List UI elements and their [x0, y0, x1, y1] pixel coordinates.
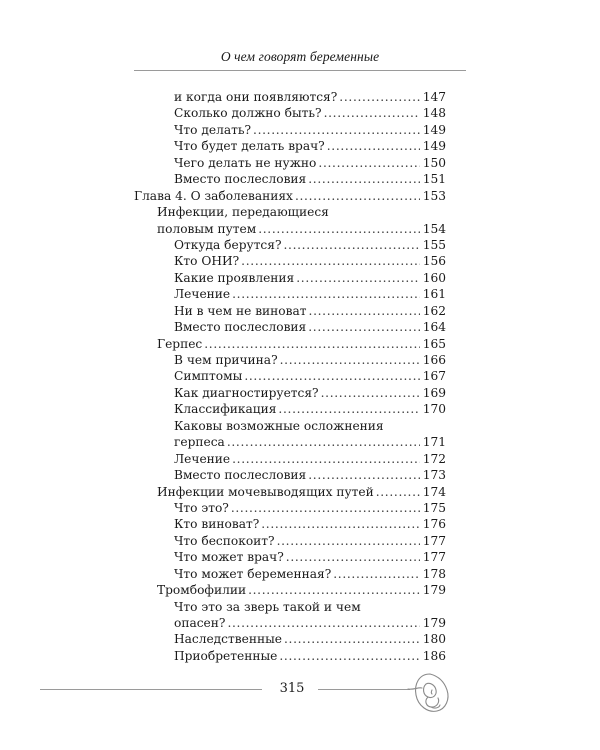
- toc-leader-dots: [279, 648, 419, 664]
- toc-leader-dots: [296, 270, 420, 286]
- toc-entry-page: 149: [422, 139, 446, 154]
- toc-leader-dots: [308, 319, 419, 335]
- toc-entry-title: Лечение: [174, 451, 231, 466]
- toc-entry-page: 166: [422, 353, 446, 367]
- toc-leader-dots: [204, 336, 419, 352]
- toc-entry-title: герпеса: [174, 435, 225, 450]
- toc-entry-page: 154: [422, 221, 446, 236]
- toc-entry-title: Какие проявления: [174, 270, 295, 285]
- toc-leader-dots: [327, 138, 420, 154]
- fetus-ornament-icon: [404, 668, 456, 720]
- toc-leader-dots: [309, 303, 420, 319]
- toc-entry: [134, 566, 446, 582]
- toc-entry-title: Тромбофилии: [157, 583, 247, 598]
- header-rule: [134, 70, 466, 71]
- toc-leader-dots: [277, 533, 420, 549]
- table-of-contents: [134, 89, 446, 664]
- toc-entry-page: 177: [422, 550, 446, 565]
- toc-entry: [134, 286, 446, 302]
- toc-leader-dots: [339, 89, 419, 105]
- toc-entry-title: Что это за зверь такой и чем: [174, 599, 361, 614]
- toc-entry-title: Приобретенные: [174, 648, 278, 663]
- running-head: О чем говорят беременные: [220, 49, 380, 64]
- toc-entry-page: 148: [422, 106, 446, 121]
- toc-leader-dots: [295, 188, 420, 204]
- toc-entry-title: Как диагностируется?: [174, 385, 319, 400]
- toc-entry-page: 180: [422, 632, 446, 647]
- toc-entry: [134, 155, 446, 171]
- toc-leader-dots: [318, 155, 419, 171]
- toc-leader-dots: [283, 237, 419, 253]
- toc-entry-page: 171: [422, 435, 446, 450]
- toc-entry: [134, 418, 446, 434]
- toc-entry-page: 173: [422, 468, 446, 483]
- toc-entry-page: 167: [422, 369, 446, 384]
- toc-entry-page: 155: [422, 237, 446, 252]
- toc-entry-page: 153: [422, 188, 446, 203]
- toc-entry: [134, 303, 446, 319]
- toc-entry: [134, 401, 446, 417]
- toc-leader-dots: [321, 385, 420, 401]
- toc-leader-dots: [227, 615, 419, 631]
- toc-entry-title: Чего делать не нужно: [174, 155, 317, 170]
- toc-leader-dots: [278, 401, 419, 417]
- toc-entry-title: Вместо послесловия: [174, 172, 307, 187]
- toc-entry: [134, 105, 446, 121]
- toc-entry: [134, 204, 446, 220]
- toc-entry-title: В чем причина?: [174, 353, 278, 367]
- toc-entry: [134, 336, 446, 352]
- toc-entry-title: Откуда берутся?: [174, 237, 282, 252]
- toc-leader-dots: [333, 566, 420, 582]
- toc-entry: [134, 237, 446, 253]
- toc-leader-dots: [376, 484, 420, 500]
- toc-entry-page: 179: [422, 616, 446, 630]
- toc-entry: [134, 253, 446, 269]
- toc-leader-dots: [227, 434, 420, 450]
- page-number: 315: [279, 681, 305, 696]
- toc-entry-page: 172: [422, 451, 446, 466]
- toc-entry-page: 162: [422, 303, 446, 318]
- toc-entry-title: Глава 4. О заболеваниях: [134, 188, 293, 203]
- toc-leader-dots: [284, 631, 420, 647]
- toc-entry-page: 174: [422, 484, 446, 499]
- toc-entry: [134, 451, 446, 467]
- toc-entry-page: 164: [422, 320, 446, 335]
- toc-entry: [134, 352, 446, 368]
- toc-entry-page: 170: [422, 402, 446, 417]
- toc-entry: [134, 188, 446, 204]
- toc-entry: [134, 516, 446, 532]
- toc-entry-title: Что беспокоит?: [174, 533, 275, 548]
- toc-leader-dots: [231, 500, 420, 516]
- toc-entry-title: Вместо послесловия: [174, 468, 307, 483]
- toc-entry: [134, 368, 446, 384]
- toc-entry: [134, 138, 446, 154]
- toc-entry: [134, 631, 446, 647]
- toc-entry-page: 177: [422, 533, 446, 548]
- toc-entry: [134, 484, 446, 500]
- toc-entry: [134, 648, 446, 664]
- toc-entry: [134, 385, 446, 401]
- toc-leader-dots: [261, 516, 419, 532]
- toc-entry-title: Ни в чем не виноват: [174, 303, 307, 318]
- toc-entry-page: 160: [422, 270, 446, 285]
- toc-entry-page: 147: [422, 90, 446, 104]
- toc-entry-title: Лечение: [174, 287, 231, 302]
- toc-entry-page: 156: [422, 254, 446, 269]
- toc-entry: [134, 171, 446, 187]
- toc-leader-dots: [244, 368, 419, 384]
- toc-entry: [134, 122, 446, 138]
- toc-entry-page: 165: [422, 336, 446, 351]
- toc-entry-title: Что может беременная?: [174, 566, 332, 581]
- toc-entry-page: 149: [422, 122, 446, 137]
- toc-entry-page: 150: [422, 155, 446, 170]
- toc-entry: [134, 221, 446, 237]
- toc-entry: [134, 533, 446, 549]
- toc-entry-page: 179: [422, 583, 446, 598]
- toc-entry-title: Симптомы: [174, 369, 243, 384]
- footer-rule-left: [40, 689, 262, 690]
- toc-entry: [134, 549, 446, 565]
- toc-entry-title: Классификация: [174, 402, 277, 417]
- toc-entry-title: и когда они появляются?: [174, 90, 338, 104]
- toc-entry: [134, 500, 446, 516]
- toc-entry-title: Каковы возможные осложнения: [174, 418, 384, 433]
- toc-entry-title: Что будет делать врач?: [174, 139, 325, 154]
- toc-entry-title: Что делать?: [174, 122, 252, 137]
- toc-entry-title: Сколько должно быть?: [174, 106, 322, 121]
- toc-leader-dots: [248, 582, 420, 598]
- toc-entry-title: половым путем: [157, 221, 257, 236]
- toc-leader-dots: [308, 171, 419, 187]
- toc-entry-title: Что это?: [174, 500, 229, 515]
- toc-entry: [134, 582, 446, 598]
- toc-entry-title: Герпес: [157, 336, 203, 351]
- toc-entry-page: 169: [422, 385, 446, 400]
- toc-entry-page: 176: [422, 517, 446, 532]
- toc-entry: [134, 270, 446, 286]
- toc-entry: [134, 319, 446, 335]
- toc-entry-page: 178: [422, 566, 446, 581]
- toc-entry: [134, 89, 446, 105]
- toc-entry-title: Наследственные: [174, 632, 282, 647]
- toc-entry-title: Кто виноват?: [174, 517, 260, 532]
- toc-entry-page: 151: [422, 172, 446, 187]
- toc-leader-dots: [308, 467, 419, 483]
- toc-entry: [134, 434, 446, 450]
- toc-leader-dots: [253, 122, 420, 138]
- toc-entry: [134, 615, 446, 631]
- toc-leader-dots: [324, 105, 420, 121]
- toc-entry-page: 161: [422, 287, 446, 302]
- toc-entry: [134, 467, 446, 483]
- toc-leader-dots: [232, 451, 420, 467]
- toc-leader-dots: [280, 352, 420, 368]
- toc-entry-title: Кто ОНИ?: [174, 254, 240, 269]
- toc-entry-title: Инфекции, передающиеся: [157, 205, 329, 220]
- footer-rule-right: [318, 689, 410, 690]
- toc-leader-dots: [232, 286, 420, 302]
- toc-entry-title: Вместо послесловия: [174, 320, 307, 335]
- toc-leader-dots: [258, 221, 420, 237]
- toc-entry-page: 175: [422, 500, 446, 515]
- toc-leader-dots: [286, 549, 420, 565]
- toc-entry-page: 186: [422, 648, 446, 663]
- toc-entry-title: Инфекции мочевыводящих путей: [157, 484, 374, 499]
- toc-entry-title: опасен?: [174, 616, 226, 630]
- toc-entry: [134, 599, 446, 615]
- toc-entry-title: Что может врач?: [174, 550, 284, 565]
- toc-leader-dots: [241, 253, 420, 269]
